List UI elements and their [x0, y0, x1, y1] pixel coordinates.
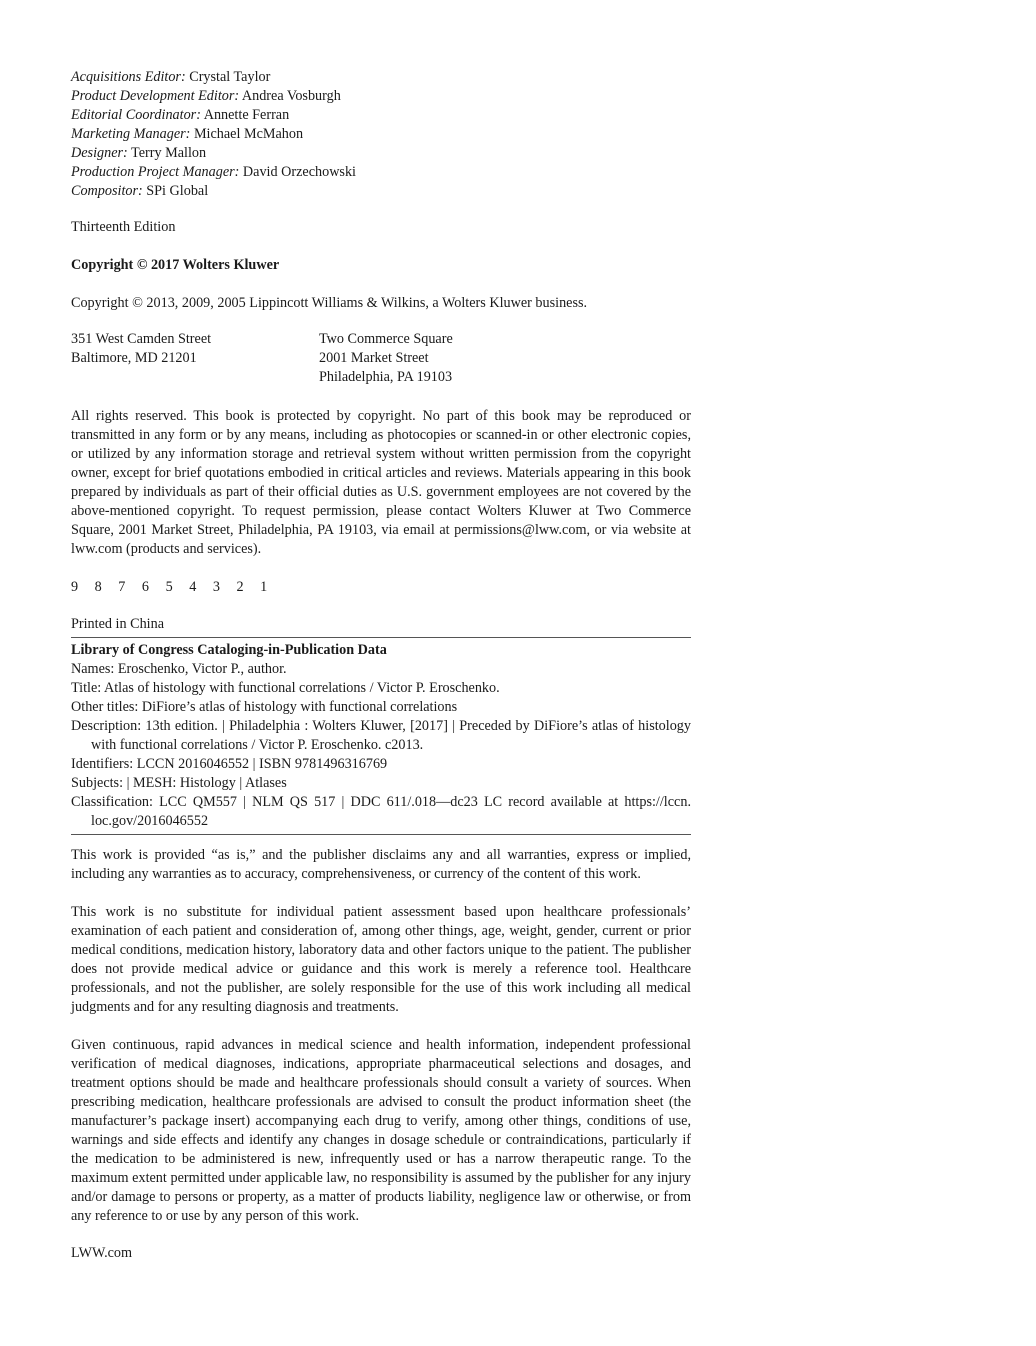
credit-name: SPi Global — [142, 183, 209, 199]
credit-name: Andrea Vosburgh — [239, 88, 341, 104]
credit-name: Annette Ferran — [200, 107, 290, 123]
cip-title: Title: Atlas of histology with functional correlations / Victor P. Eroschenko. — [71, 680, 500, 696]
credit-line — [71, 87, 691, 106]
credits-list — [71, 68, 691, 201]
address-line: Baltimore, MD 21201 — [71, 350, 197, 366]
copyright-page — [71, 68, 691, 1263]
edition: Thirteenth Edition — [71, 219, 176, 235]
address-left — [71, 330, 319, 387]
footer-url: LWW.com — [71, 1245, 133, 1261]
credit-name: Crystal Taylor — [185, 69, 271, 85]
address-block — [71, 330, 691, 387]
credit-line — [71, 68, 691, 87]
cip-other-titles: Other titles: DiFiore’s atlas of histology with functional correlations — [71, 699, 458, 715]
credit-line — [71, 163, 691, 182]
rights-paragraph: All rights reserved. This book is protected by copyright. No part of this book may be reproduced or transmitted in any form or by any means, including as photocopies or scanned-in or other electronic copies, or utilized by any information storage and retrieval system without written permission from the copyright owner, except for brief quotations embodied in critical articles and reviews. Materials appearing in this book prepared by individuals as part of their official duties as U.S. government employees are not covered by the above-mentioned copyright. To request permission, please contact Wolters Kluwer at Two Commerce Square, 2001 Market Street, Philadelphia, PA 19103, via email at permissions@lww.com, or via website at lww.com (products and services). — [71, 408, 691, 557]
disclaimer-warranty: This work is provided “as is,” and the publisher disclaims any and all warranties, express or implied, including any warranties as to accuracy, comprehensiveness, or currency of the content of this work. — [71, 847, 691, 882]
credit-role: Designer: — [71, 145, 128, 161]
credit-line — [71, 182, 691, 201]
credit-line — [71, 144, 691, 163]
credit-line — [71, 125, 691, 144]
copyright-main: Copyright © 2017 Wolters Kluwer — [71, 257, 280, 273]
credit-name: Michael McMahon — [190, 126, 304, 142]
credit-role: Marketing Manager: — [71, 126, 191, 142]
cip-block — [71, 641, 691, 831]
cip-heading: Library of Congress Cataloging-in-Publication Data — [71, 642, 387, 658]
printed-in: Printed in China — [71, 616, 165, 632]
address-line: Philadelphia, PA 19103 — [319, 369, 453, 385]
cip-names: Names: Eroschenko, Victor P., author. — [71, 661, 287, 677]
credit-name: Terry Mallon — [127, 145, 207, 161]
cip-description: Description: 13th edition. | Philadelphia : Wolters Kluwer, [2017] | Preceded by DiFiore’s atlas of histology with functional correlations / Victor P. Eroschenko. c2013. — [71, 718, 691, 753]
print-line: 9 8 7 6 5 4 3 2 1 — [71, 579, 274, 595]
credit-line — [71, 106, 691, 125]
disclaimer-verification: Given continuous, rapid advances in medical science and health information, independent professional verification of medical diagnoses, indications, appropriate pharmaceutical selections and dosages, and treatment options should be made and healthcare professionals should consult a variety of sources. When prescribing medication, healthcare professionals are advised to consult the product information sheet (the manufacturer’s package insert) accompanying each drug to verify, among other things, conditions of use, warnings and side effects and identify any changes in dosage schedule or contraindications, particularly if the medication to be administered is new, infrequently used or has a narrow therapeutic range. To the maximum extent permitted under applicable law, no responsibility is assumed by the publisher for any injury and/or damage to persons or property, as a matter of products liability, negligence law or otherwise, or from any reference to or use by any person of this work. — [71, 1037, 691, 1224]
divider-bottom — [71, 834, 691, 835]
disclaimer-assessment: This work is no substitute for individual patient assessment based upon healthcare professionals’ examination of each patient and consideration of, among other things, age, weight, gender, current or prior medical conditions, medication history, laboratory data and other factors unique to the patient. The publisher does not provide medical advice or guidance and this work is merely a reference tool. Healthcare professionals, and not the publisher, are solely responsible for the use of this work including all medical judgments and for any resulting diagnosis and treatments. — [71, 904, 691, 1015]
credit-name: David Orzechowski — [239, 164, 356, 180]
credit-role: Production Project Manager: — [71, 164, 240, 180]
credit-role: Product Development Editor: — [71, 88, 240, 104]
credit-role: Acquisitions Editor: — [71, 69, 186, 85]
divider-top — [71, 637, 691, 638]
cip-subjects: Subjects: | MESH: Histology | Atlases — [71, 775, 287, 791]
cip-identifiers: Identifiers: LCCN 2016046552 | ISBN 9781496316769 — [71, 756, 388, 772]
address-line: 351 West Camden Street — [71, 331, 212, 347]
copyright-prior: Copyright © 2013, 2009, 2005 Lippincott Williams & Wilkins, a Wolters Kluwer business. — [71, 295, 588, 311]
address-line: Two Commerce Square — [319, 331, 453, 347]
credit-role: Compositor: — [71, 183, 143, 199]
address-right — [319, 330, 453, 387]
address-line: 2001 Market Street — [319, 350, 429, 366]
cip-classification: Classification: LCC QM557 | NLM QS 517 | DDC 611/.018—dc23 LC record available at https://lccn. loc.gov/2016046552 — [71, 794, 691, 829]
credit-role: Editorial Coordinator: — [71, 107, 201, 123]
